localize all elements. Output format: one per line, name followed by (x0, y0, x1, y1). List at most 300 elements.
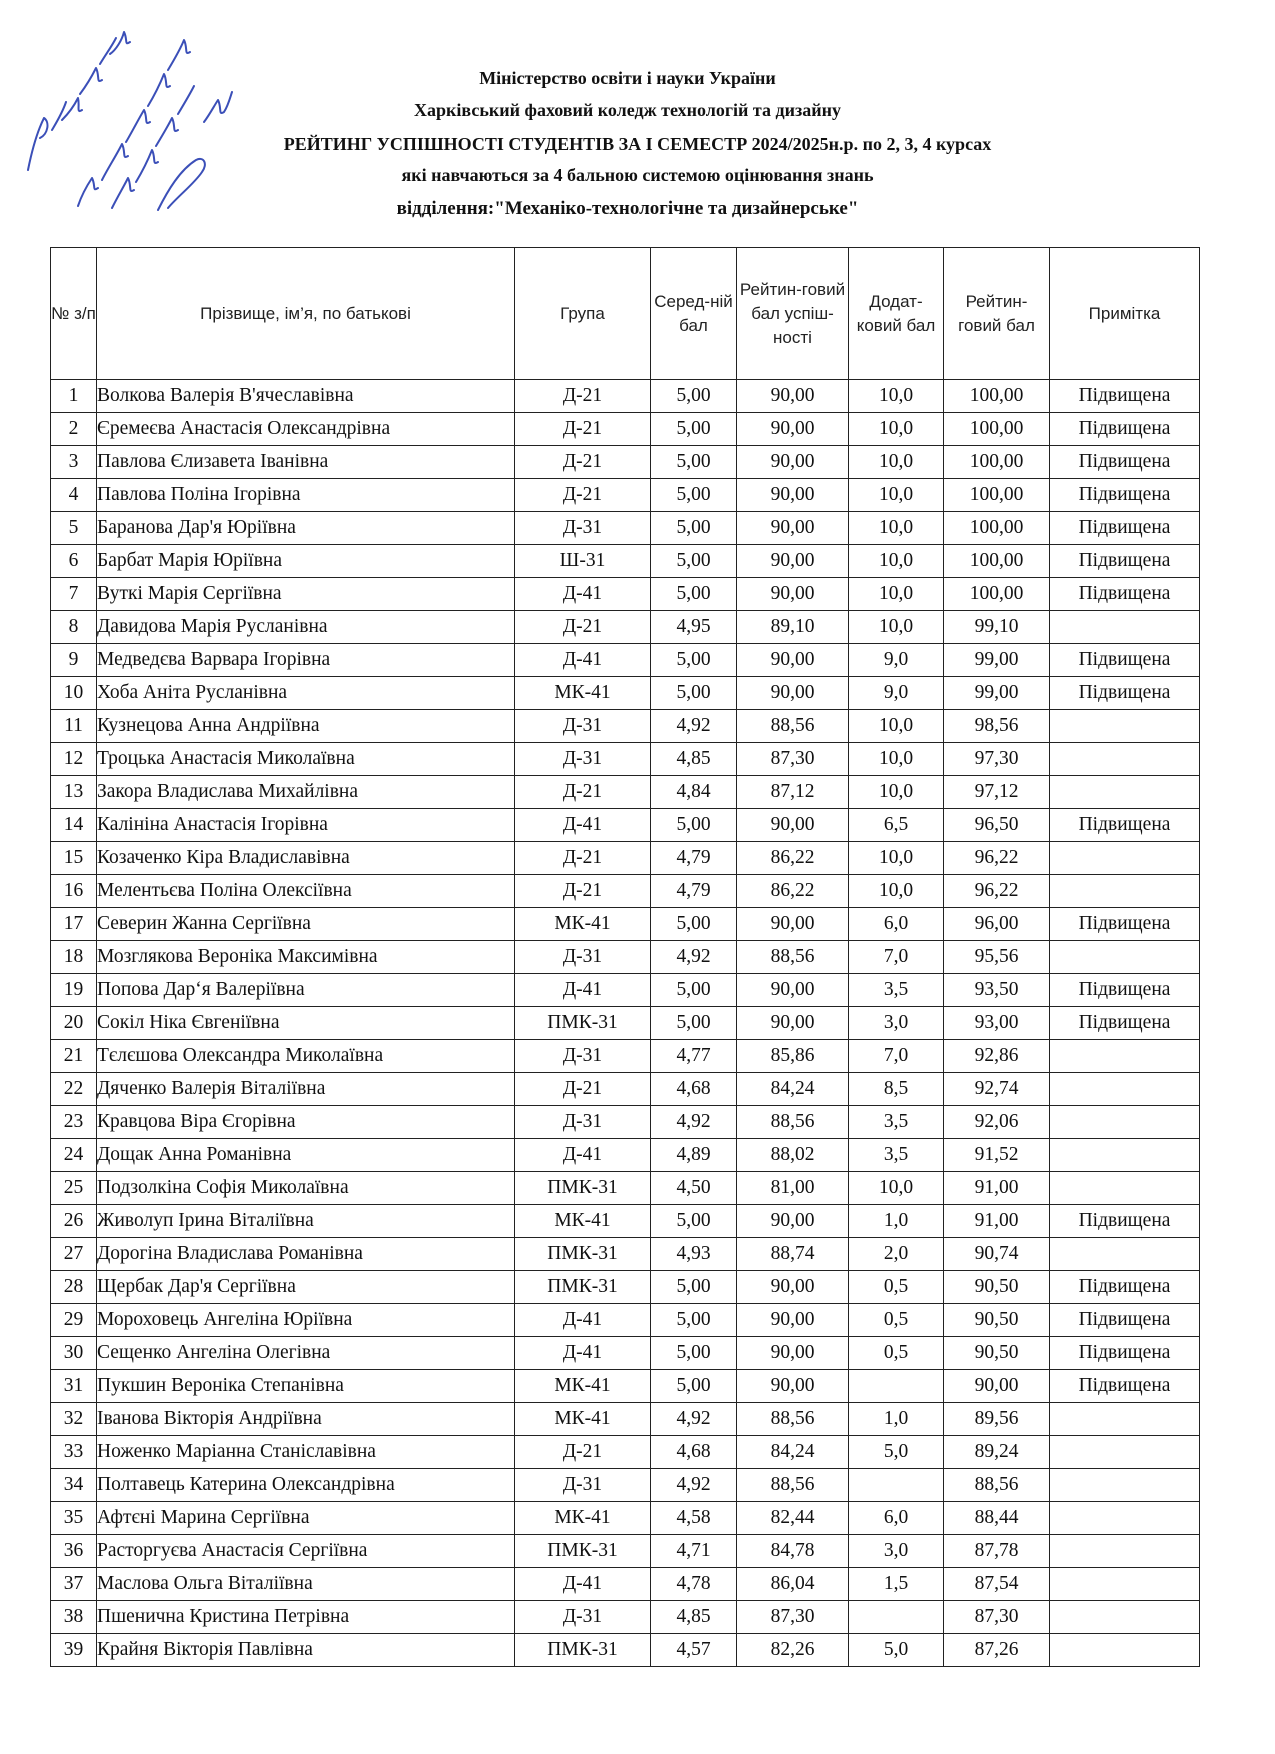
column-header-additional-score: Додат-ковий бал (849, 248, 944, 380)
success-score: 82,44 (737, 1502, 849, 1535)
rating-score: 87,30 (944, 1601, 1050, 1634)
note-cell (1050, 1040, 1200, 1073)
group-code: Д-41 (515, 1568, 651, 1601)
rating-score: 99,00 (944, 644, 1050, 677)
table-row (51, 512, 1200, 545)
row-number: 3 (51, 446, 97, 479)
table-row (51, 1238, 1200, 1271)
group-code: Д-41 (515, 974, 651, 1007)
row-number: 2 (51, 413, 97, 446)
average-score: 4,79 (651, 842, 737, 875)
row-number: 22 (51, 1073, 97, 1106)
success-score: 90,00 (737, 512, 849, 545)
rating-score: 100,00 (944, 545, 1050, 578)
success-score: 87,30 (737, 1601, 849, 1634)
table-row (51, 809, 1200, 842)
additional-score: 10,0 (849, 380, 944, 413)
group-code: Д-41 (515, 1337, 651, 1370)
average-score: 5,00 (651, 908, 737, 941)
student-name: Волкова Валерія В'ячеславівна (97, 380, 515, 413)
additional-score (849, 1601, 944, 1634)
average-score: 4,77 (651, 1040, 737, 1073)
additional-score: 10,0 (849, 776, 944, 809)
additional-score: 10,0 (849, 842, 944, 875)
group-code: Д-41 (515, 578, 651, 611)
student-name: Крайня Вікторія Павлівна (97, 1634, 515, 1667)
student-name: Расторгуєва Анастасія Сергіївна (97, 1535, 515, 1568)
row-number: 13 (51, 776, 97, 809)
row-number: 31 (51, 1370, 97, 1403)
table-row (51, 743, 1200, 776)
average-score: 5,00 (651, 479, 737, 512)
student-name: Павлова Поліна Ігорівна (97, 479, 515, 512)
group-code: Ш-31 (515, 545, 651, 578)
rating-score: 96,00 (944, 908, 1050, 941)
rating-score: 97,12 (944, 776, 1050, 809)
average-score: 4,57 (651, 1634, 737, 1667)
note-cell (1050, 941, 1200, 974)
note-cell: Підвищена (1050, 644, 1200, 677)
additional-score: 3,0 (849, 1535, 944, 1568)
student-name: Павлова Єлизавета Іванівна (97, 446, 515, 479)
student-name: Дощак Анна Романівна (97, 1139, 515, 1172)
column-header-number: № з/п (51, 248, 97, 380)
table-row (51, 1106, 1200, 1139)
table-row (51, 1271, 1200, 1304)
average-score: 4,92 (651, 710, 737, 743)
note-cell: Підвищена (1050, 578, 1200, 611)
row-number: 36 (51, 1535, 97, 1568)
success-score: 90,00 (737, 1271, 849, 1304)
additional-score: 10,0 (849, 479, 944, 512)
additional-score: 10,0 (849, 743, 944, 776)
group-code: Д-41 (515, 1139, 651, 1172)
student-name: Северин Жанна Сергіївна (97, 908, 515, 941)
average-score: 4,92 (651, 1469, 737, 1502)
success-score: 87,12 (737, 776, 849, 809)
row-number: 7 (51, 578, 97, 611)
rating-score: 99,00 (944, 677, 1050, 710)
success-score: 84,78 (737, 1535, 849, 1568)
student-name: Кузнецова Анна Андріївна (97, 710, 515, 743)
table-row (51, 1403, 1200, 1436)
average-score: 4,92 (651, 1106, 737, 1139)
group-code: ПМК-31 (515, 1535, 651, 1568)
rating-score: 90,00 (944, 1370, 1050, 1403)
average-score: 4,68 (651, 1436, 737, 1469)
table-row (51, 1634, 1200, 1667)
note-cell: Підвищена (1050, 809, 1200, 842)
student-name: Вуткі Марія Сергіївна (97, 578, 515, 611)
student-name: Кравцова Віра Єгорівна (97, 1106, 515, 1139)
rating-score: 99,10 (944, 611, 1050, 644)
row-number: 19 (51, 974, 97, 1007)
average-score: 4,84 (651, 776, 737, 809)
table-row (51, 578, 1200, 611)
column-header-note: Примітка (1050, 248, 1200, 380)
ministry-title: Міністерство освіти і науки України (479, 68, 776, 88)
average-score: 5,00 (651, 578, 737, 611)
group-code: МК-41 (515, 908, 651, 941)
additional-score: 10,0 (849, 611, 944, 644)
table-row (51, 776, 1200, 809)
student-name: Хоба Аніта Русланівна (97, 677, 515, 710)
group-code: Д-31 (515, 743, 651, 776)
note-cell (1050, 1139, 1200, 1172)
row-number: 33 (51, 1436, 97, 1469)
table-row (51, 545, 1200, 578)
additional-score: 3,5 (849, 1106, 944, 1139)
additional-score: 7,0 (849, 1040, 944, 1073)
group-code: МК-41 (515, 1205, 651, 1238)
note-cell: Підвищена (1050, 974, 1200, 1007)
additional-score: 10,0 (849, 545, 944, 578)
rating-score: 95,56 (944, 941, 1050, 974)
note-cell: Підвищена (1050, 413, 1200, 446)
success-score: 85,86 (737, 1040, 849, 1073)
success-score: 88,74 (737, 1238, 849, 1271)
group-code: Д-21 (515, 446, 651, 479)
row-number: 12 (51, 743, 97, 776)
table-row (51, 875, 1200, 908)
average-score: 4,79 (651, 875, 737, 908)
table-row (51, 611, 1200, 644)
rating-score: 93,50 (944, 974, 1050, 1007)
rating-score: 93,00 (944, 1007, 1050, 1040)
group-code: ПМК-31 (515, 1172, 651, 1205)
success-score: 90,00 (737, 578, 849, 611)
success-score: 90,00 (737, 644, 849, 677)
additional-score: 1,5 (849, 1568, 944, 1601)
note-cell (1050, 1568, 1200, 1601)
department-subtitle: відділення:"Механіко-технологічне та дизайнерське" (396, 198, 859, 219)
additional-score: 1,0 (849, 1205, 944, 1238)
group-code: Д-21 (515, 1436, 651, 1469)
group-code: Д-21 (515, 413, 651, 446)
success-score: 84,24 (737, 1436, 849, 1469)
rating-score: 87,54 (944, 1568, 1050, 1601)
column-header-name: Прізвище, ім’я, по батькові (97, 248, 515, 380)
row-number: 21 (51, 1040, 97, 1073)
average-score: 4,92 (651, 1403, 737, 1436)
rating-score: 90,50 (944, 1271, 1050, 1304)
college-title: Харківський фаховий коледж технологій та дизайну (414, 100, 841, 120)
additional-score: 10,0 (849, 413, 944, 446)
table-row (51, 1568, 1200, 1601)
average-score: 4,50 (651, 1172, 737, 1205)
average-score: 5,00 (651, 1271, 737, 1304)
average-score: 5,00 (651, 974, 737, 1007)
group-code: Д-31 (515, 710, 651, 743)
note-cell: Підвищена (1050, 677, 1200, 710)
success-score: 90,00 (737, 908, 849, 941)
average-score: 5,00 (651, 1304, 737, 1337)
student-name: Тєлєшова Олександра Миколаївна (97, 1040, 515, 1073)
student-name: Закора Владислава Михайлівна (97, 776, 515, 809)
rating-score: 100,00 (944, 578, 1050, 611)
group-code: МК-41 (515, 1370, 651, 1403)
table-row (51, 1436, 1200, 1469)
additional-score: 9,0 (849, 644, 944, 677)
note-cell (1050, 875, 1200, 908)
row-number: 4 (51, 479, 97, 512)
row-number: 37 (51, 1568, 97, 1601)
rating-score: 96,22 (944, 875, 1050, 908)
additional-score (849, 1469, 944, 1502)
row-number: 24 (51, 1139, 97, 1172)
success-score: 90,00 (737, 1205, 849, 1238)
note-cell: Підвищена (1050, 1370, 1200, 1403)
additional-score: 8,5 (849, 1073, 944, 1106)
success-score: 90,00 (737, 1304, 849, 1337)
row-number: 17 (51, 908, 97, 941)
student-name: Барбат Марія Юріївна (97, 545, 515, 578)
additional-score: 3,5 (849, 974, 944, 1007)
student-name: Мороховець Ангеліна Юріївна (97, 1304, 515, 1337)
rating-score: 97,30 (944, 743, 1050, 776)
table-row (51, 644, 1200, 677)
rating-score: 100,00 (944, 413, 1050, 446)
rating-score: 91,00 (944, 1172, 1050, 1205)
table-row (51, 974, 1200, 1007)
group-code: Д-21 (515, 776, 651, 809)
rating-score: 91,52 (944, 1139, 1050, 1172)
student-name: Троцька Анастасія Миколаївна (97, 743, 515, 776)
group-code: Д-31 (515, 1040, 651, 1073)
rating-score: 100,00 (944, 512, 1050, 545)
table-row (51, 413, 1200, 446)
note-cell (1050, 776, 1200, 809)
additional-score: 5,0 (849, 1436, 944, 1469)
additional-score: 7,0 (849, 941, 944, 974)
average-score: 4,58 (651, 1502, 737, 1535)
success-score: 88,56 (737, 710, 849, 743)
table-row (51, 1535, 1200, 1568)
student-name: Єремеєва Анастасія Олександрівна (97, 413, 515, 446)
average-score: 5,00 (651, 446, 737, 479)
group-code: ПМК-31 (515, 1007, 651, 1040)
student-name: Живолуп Ірина Віталіївна (97, 1205, 515, 1238)
rating-score: 88,56 (944, 1469, 1050, 1502)
note-cell (1050, 842, 1200, 875)
row-number: 18 (51, 941, 97, 974)
success-score: 90,00 (737, 479, 849, 512)
rating-score: 90,50 (944, 1337, 1050, 1370)
group-code: МК-41 (515, 1403, 651, 1436)
student-name: Полтавець Катерина Олександрівна (97, 1469, 515, 1502)
student-name: Подзолкіна Софія Миколаївна (97, 1172, 515, 1205)
row-number: 5 (51, 512, 97, 545)
average-score: 4,95 (651, 611, 737, 644)
additional-score: 3,5 (849, 1139, 944, 1172)
group-code: ПМК-31 (515, 1271, 651, 1304)
column-header-success-score: Рейтин-говий бал успіш-ності (737, 248, 849, 380)
table-body (51, 380, 1200, 1667)
column-header-average: Серед-ній бал (651, 248, 737, 380)
success-score: 88,56 (737, 1106, 849, 1139)
note-cell: Підвищена (1050, 380, 1200, 413)
rating-score: 96,22 (944, 842, 1050, 875)
row-number: 6 (51, 545, 97, 578)
additional-score: 10,0 (849, 512, 944, 545)
student-name: Калініна Анастасія Ігорівна (97, 809, 515, 842)
success-score: 84,24 (737, 1073, 849, 1106)
success-score: 90,00 (737, 809, 849, 842)
row-number: 9 (51, 644, 97, 677)
success-score: 87,30 (737, 743, 849, 776)
rating-score: 89,56 (944, 1403, 1050, 1436)
row-number: 35 (51, 1502, 97, 1535)
rating-score: 87,78 (944, 1535, 1050, 1568)
row-number: 27 (51, 1238, 97, 1271)
note-cell (1050, 1172, 1200, 1205)
note-cell (1050, 1535, 1200, 1568)
column-header-group: Група (515, 248, 651, 380)
additional-score: 2,0 (849, 1238, 944, 1271)
group-code: ПМК-31 (515, 1634, 651, 1667)
table-row (51, 1304, 1200, 1337)
success-score: 90,00 (737, 413, 849, 446)
student-name: Козаченко Кіра Владиславівна (97, 842, 515, 875)
row-number: 10 (51, 677, 97, 710)
row-number: 1 (51, 380, 97, 413)
student-name: Мозглякова Вероніка Максимівна (97, 941, 515, 974)
note-cell: Підвищена (1050, 446, 1200, 479)
rating-score: 88,44 (944, 1502, 1050, 1535)
note-cell (1050, 1073, 1200, 1106)
column-header-rating-score: Рейтин-говий бал (944, 248, 1050, 380)
note-cell: Підвищена (1050, 512, 1200, 545)
row-number: 20 (51, 1007, 97, 1040)
group-code: Д-41 (515, 644, 651, 677)
row-number: 28 (51, 1271, 97, 1304)
note-cell (1050, 710, 1200, 743)
group-code: Д-21 (515, 611, 651, 644)
success-score: 88,56 (737, 941, 849, 974)
student-name: Маслова Ольга Віталіївна (97, 1568, 515, 1601)
student-name: Баранова Дар'я Юріївна (97, 512, 515, 545)
additional-score: 0,5 (849, 1337, 944, 1370)
note-cell (1050, 1106, 1200, 1139)
additional-score: 6,5 (849, 809, 944, 842)
group-code: Д-41 (515, 1304, 651, 1337)
success-score: 90,00 (737, 677, 849, 710)
table-row (51, 1337, 1200, 1370)
student-name: Пшенична Кристина Петрівна (97, 1601, 515, 1634)
rating-score: 92,74 (944, 1073, 1050, 1106)
average-score: 5,00 (651, 380, 737, 413)
additional-score: 10,0 (849, 1172, 944, 1205)
table-row (51, 380, 1200, 413)
row-number: 15 (51, 842, 97, 875)
rating-score: 89,24 (944, 1436, 1050, 1469)
average-score: 5,00 (651, 644, 737, 677)
rating-score: 100,00 (944, 479, 1050, 512)
rating-score: 100,00 (944, 446, 1050, 479)
table-row (51, 677, 1200, 710)
group-code: МК-41 (515, 1502, 651, 1535)
note-cell: Підвищена (1050, 1205, 1200, 1238)
additional-score: 10,0 (849, 875, 944, 908)
success-score: 89,10 (737, 611, 849, 644)
table-row (51, 908, 1200, 941)
row-number: 8 (51, 611, 97, 644)
table-row (51, 1469, 1200, 1502)
average-score: 5,00 (651, 1370, 737, 1403)
success-score: 90,00 (737, 1007, 849, 1040)
group-code: Д-31 (515, 1469, 651, 1502)
row-number: 26 (51, 1205, 97, 1238)
average-score: 4,85 (651, 1601, 737, 1634)
group-code: ПМК-31 (515, 1238, 651, 1271)
average-score: 4,68 (651, 1073, 737, 1106)
success-score: 86,04 (737, 1568, 849, 1601)
row-number: 30 (51, 1337, 97, 1370)
success-score: 90,00 (737, 446, 849, 479)
note-cell: Підвищена (1050, 545, 1200, 578)
group-code: Д-21 (515, 1073, 651, 1106)
note-cell: Підвищена (1050, 908, 1200, 941)
student-name: Сокіл Ніка Євгеніївна (97, 1007, 515, 1040)
rating-score: 92,06 (944, 1106, 1050, 1139)
table-row (51, 1205, 1200, 1238)
note-cell (1050, 611, 1200, 644)
average-score: 5,00 (651, 545, 737, 578)
student-name: Дорогіна Владислава Романівна (97, 1238, 515, 1271)
note-cell: Підвищена (1050, 479, 1200, 512)
group-code: Д-41 (515, 809, 651, 842)
rating-score: 87,26 (944, 1634, 1050, 1667)
table-header-row (51, 248, 1200, 380)
average-score: 4,93 (651, 1238, 737, 1271)
note-cell (1050, 1403, 1200, 1436)
success-score: 88,56 (737, 1403, 849, 1436)
average-score: 5,00 (651, 677, 737, 710)
average-score: 5,00 (651, 1337, 737, 1370)
rating-score: 92,86 (944, 1040, 1050, 1073)
average-score: 5,00 (651, 413, 737, 446)
table-row (51, 941, 1200, 974)
group-code: МК-41 (515, 677, 651, 710)
student-name: Пукшин Вероніка Степанівна (97, 1370, 515, 1403)
success-score: 82,26 (737, 1634, 849, 1667)
average-score: 5,00 (651, 1007, 737, 1040)
student-name: Щербак Дар'я Сергіївна (97, 1271, 515, 1304)
student-name: Афтєні Марина Сергіївна (97, 1502, 515, 1535)
note-cell (1050, 1238, 1200, 1271)
group-code: Д-31 (515, 941, 651, 974)
group-code: Д-21 (515, 479, 651, 512)
group-code: Д-31 (515, 1601, 651, 1634)
table-row (51, 1139, 1200, 1172)
rating-score: 96,50 (944, 809, 1050, 842)
rating-score: 91,00 (944, 1205, 1050, 1238)
note-cell: Підвищена (1050, 1007, 1200, 1040)
average-score: 5,00 (651, 1205, 737, 1238)
success-score: 90,00 (737, 1370, 849, 1403)
table-row (51, 1007, 1200, 1040)
table-row (51, 1601, 1200, 1634)
success-score: 86,22 (737, 875, 849, 908)
note-cell (1050, 743, 1200, 776)
additional-score: 5,0 (849, 1634, 944, 1667)
success-score: 88,02 (737, 1139, 849, 1172)
group-code: Д-21 (515, 380, 651, 413)
student-name: Іванова Вікторія Андріївна (97, 1403, 515, 1436)
average-score: 4,78 (651, 1568, 737, 1601)
table-row (51, 446, 1200, 479)
table-row (51, 1040, 1200, 1073)
